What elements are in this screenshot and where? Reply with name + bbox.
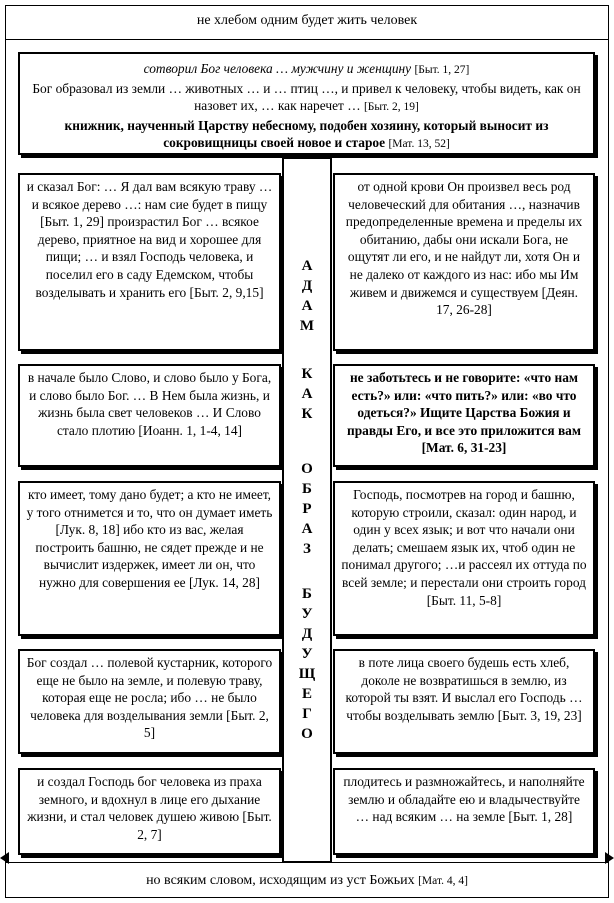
vertical-letter: У xyxy=(301,646,313,662)
center-vertical-column xyxy=(282,157,332,863)
vertical-letter: А xyxy=(301,258,313,274)
footer-divider xyxy=(5,862,609,863)
vertical-letter: Б xyxy=(302,586,312,602)
left-quote-box-5: и создал Господь бог человека из праха земного, и вдохнул в лице его дыхание жизни, и стал человек душею живою [Быт. 2, 7] xyxy=(18,768,281,855)
vertical-letter: М xyxy=(299,318,315,334)
left-border xyxy=(5,40,6,862)
vertical-letter: Д xyxy=(301,278,313,294)
header-title: не хлебом одним будет жить человек xyxy=(196,13,418,28)
top-quote-line2: Бог образовал из земли … животных … и … птиц …, и привел к человеку, чтобы видеть, как он назовет их, … как наречет … [Быт. 2, 19] xyxy=(32,80,581,114)
vertical-letter: Б xyxy=(302,481,312,497)
vertical-letter: У xyxy=(301,606,313,622)
vertical-letter: Е xyxy=(301,686,312,702)
vertical-word-4 xyxy=(284,584,330,744)
vertical-letter: Г xyxy=(302,706,312,722)
left-quote-box-2: в начале было Слово, и слово было у Бога, и слово было Бог. … В Нем была жизнь, и жизнь была свет человеков … И Слово стало плотию [Иоанн. 1, 1-4, 14] xyxy=(18,364,281,467)
vertical-letter: Д xyxy=(301,626,313,642)
vertical-letter: К xyxy=(301,366,313,382)
vertical-letter: А xyxy=(301,298,313,314)
vertical-letter: К xyxy=(301,406,313,422)
header-divider xyxy=(5,39,609,40)
vertical-letter: О xyxy=(301,726,313,742)
vertical-word-1 xyxy=(284,256,330,336)
top-quote-line3: книжник, наученный Царству небесному, подобен хозяину, который выносит из сокровищницы своей новое и старое [Мат. 13, 52] xyxy=(64,117,549,151)
left-arrow-icon xyxy=(0,852,9,864)
top-quote-box xyxy=(18,52,595,155)
vertical-letter: О xyxy=(301,461,313,477)
vertical-letter: Р xyxy=(302,501,312,517)
right-quote-box-3: Господь, посмотрев на город и башню, которую строили, сказал: один народ, и один у всех язык; и вот что начали они делать; смешаем язык их, чтоб один не понимал другого; …и рассеял их оттуда по всей земле; и перестали они строить город [Быт. 11, 5-8] xyxy=(333,481,595,636)
right-quote-box-5: плодитесь и размножайтесь, и наполняйте землю и обладайте ею и владычествуйте … над всяким … на земле [Быт. 1, 28] xyxy=(333,768,595,855)
right-arrow-icon xyxy=(605,852,614,864)
right-quote-box-1: от одной крови Он произвел весь род человеческий для обитания …, назначив предопределенные времена и пределы их обитанию, дабы они искали Бога, не ощутят ли его, и не найдут ли, хотя Он и не далеко от каждого из нас: ибо мы Им живем и движемся и существуем [Деян. 17, 26-28] xyxy=(333,173,595,351)
right-border xyxy=(608,40,609,862)
vertical-word-2 xyxy=(284,364,330,424)
left-quote-box-1: и сказал Бог: … Я дал вам всякую траву … и всякое дерево …: нам сие будет в пищу [Быт. 1, 29] произрастил Бог … всякое дерево, приятное на вид и хорошее для пищи; … и взял Господь человека, и поселил его в саду Едемском, чтобы возделывать и хранить его [Быт. 2, 9,15] xyxy=(18,173,281,351)
footer-quote: но всяким словом, исходящим из уст Божьих [Мат. 4, 4] xyxy=(146,873,468,888)
left-quote-box-3: кто имеет, тому дано будет; а кто не имеет, у того отнимется и то, что он думает иметь [Лук. 8, 18] ибо кто из вас, желая построить башню, не сядет прежде и не вычислит издержек, имеет ли он, что нужно для совершения ее [Лук. 14, 28] xyxy=(18,481,281,636)
vertical-letter: А xyxy=(301,386,313,402)
vertical-letter: Щ xyxy=(298,666,316,682)
right-quote-box-4: в поте лица своего будешь есть хлеб, доколе не возвратишься в землю, из которой ты взят. И выслал его Господь … чтобы возделывать землю [Быт. 3, 19, 23] xyxy=(333,649,595,754)
vertical-letter: З xyxy=(303,541,311,557)
right-quote-box-2: не заботьтесь и не говорите: «что нам есть?» или: «что пить?» или: «во что одеться?» Ищите Царства Божия и правды Его, и все это приложится вам [Мат. 6, 31-23] xyxy=(333,364,595,467)
vertical-word-3 xyxy=(284,459,330,559)
vertical-letter: А xyxy=(301,521,313,537)
top-quote-line1: сотворил Бог человека … мужчину и женщину [Быт. 1, 27] xyxy=(143,61,470,76)
left-quote-box-4: Бог создал … полевой кустарник, которого еще не было на земле, и полевую траву, которая еще не росла; ибо … не было человека для возделывания земли [Быт. 2, 5] xyxy=(18,649,281,754)
